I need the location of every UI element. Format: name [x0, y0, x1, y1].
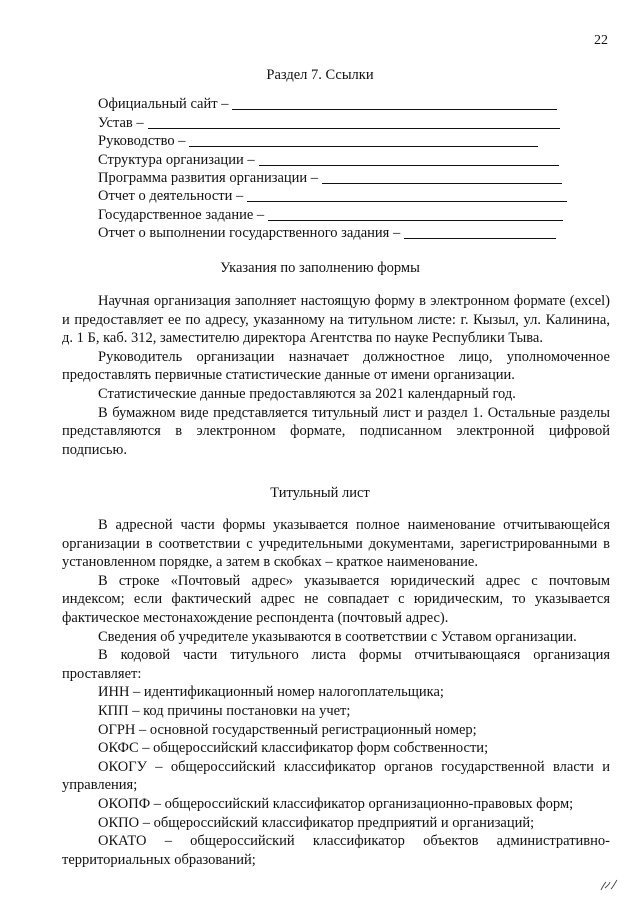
fill-in-line	[259, 152, 559, 166]
page-number: 22	[594, 33, 608, 48]
link-row-charter	[98, 113, 572, 131]
link-row-development-program	[98, 169, 572, 187]
instructions-paragraph: В бумажном виде представляется титульный лист и раздел 1. Остальные разделы представляются в электронном формате, подписанном электронной цифровой подписью.	[62, 404, 610, 458]
title-sheet-paragraph: В адресной части формы указывается полное наименование отчитывающейся организации в соответствии с учредительными документами, зарегистрированными в установленном порядке, а затем в скобках – краткое наименование.	[62, 517, 610, 571]
code-item-okfs: ОКФС – общероссийский классификатор форм собственности;	[98, 740, 489, 757]
instructions-paragraph: Научная организация заполняет настоящую форму в электронном формате (excel) и предоставляет ее по адресу, указанному на титульном листе: г. Кызыл, ул. Калинина, д. 1 Б, каб. 312, заместителю директора Агентства по науке Республики Тыва.	[62, 293, 610, 347]
link-row-management	[98, 132, 572, 150]
links-list	[98, 95, 572, 242]
initials-mark-icon	[598, 876, 622, 894]
fill-in-line	[404, 225, 556, 239]
link-label: Руководство –	[98, 133, 186, 150]
instructions-paragraph: Статистические данные предоставляются за 2021 календарный год.	[98, 385, 516, 402]
title-sheet-paragraph: В кодовой части титульного листа формы отчитывающаяся организация проставляет:	[62, 647, 610, 682]
link-row-state-assignment	[98, 205, 572, 223]
link-row-official-site	[98, 95, 572, 113]
instructions-body	[62, 292, 610, 459]
link-row-activity-report	[98, 187, 572, 205]
title-sheet-body	[62, 516, 610, 869]
link-label: Программа развития организации –	[98, 169, 319, 186]
code-item-okpo: ОКПО – общероссийский классификатор предприятий и организаций;	[98, 814, 535, 831]
fill-in-line	[148, 115, 560, 129]
link-label: Устав –	[98, 114, 144, 131]
instructions-title: Указания по заполнению формы	[220, 260, 420, 276]
title-sheet-title: Титульный лист	[270, 485, 370, 501]
link-label: Государственное задание –	[98, 206, 265, 223]
code-item-kpp: КПП – код причины постановки на учет;	[98, 702, 351, 719]
link-label: Отчет о выполнении государственного задания –	[98, 225, 401, 242]
link-row-structure	[98, 150, 572, 168]
section-7-title: Раздел 7. Ссылки	[266, 67, 374, 83]
title-sheet-paragraph: Сведения об учредителе указываются в соответствии с Уставом организации.	[98, 628, 577, 645]
fill-in-line	[322, 170, 562, 184]
code-item-okogu: ОКОГУ – общероссийский классификатор органов государственной власти и управления;	[62, 758, 610, 794]
code-item-inn: ИНН – идентификационный номер налогоплательщика;	[98, 684, 444, 701]
code-item-ogrn: ОГРН – основной государственный регистрационный номер;	[98, 721, 477, 738]
fill-in-line	[268, 207, 563, 221]
fill-in-line	[232, 96, 557, 110]
link-row-assignment-report	[98, 224, 572, 242]
link-label: Структура организации –	[98, 151, 255, 168]
code-item-okato: ОКАТО – общероссийский классификатор объектов административно-территориальных образований;	[62, 833, 610, 868]
fill-in-line	[247, 188, 567, 202]
code-item-okopf: ОКОПФ – общероссийский классификатор организационно-правовых форм;	[98, 795, 574, 812]
link-label: Отчет о деятельности –	[98, 188, 244, 205]
fill-in-line	[189, 133, 538, 147]
instructions-paragraph: Руководитель организации назначает должностное лицо, уполномоченное предоставлять первичные статистические данные от имени организации.	[62, 348, 610, 384]
link-label: Официальный сайт –	[98, 96, 229, 113]
title-sheet-paragraph: В строке «Почтовый адрес» указывается юридический адрес с почтовым индексом; если фактический адрес не совпадает с юридическим, то указывается фактическое местонахождение респондента (почтовый адрес).	[62, 572, 610, 626]
